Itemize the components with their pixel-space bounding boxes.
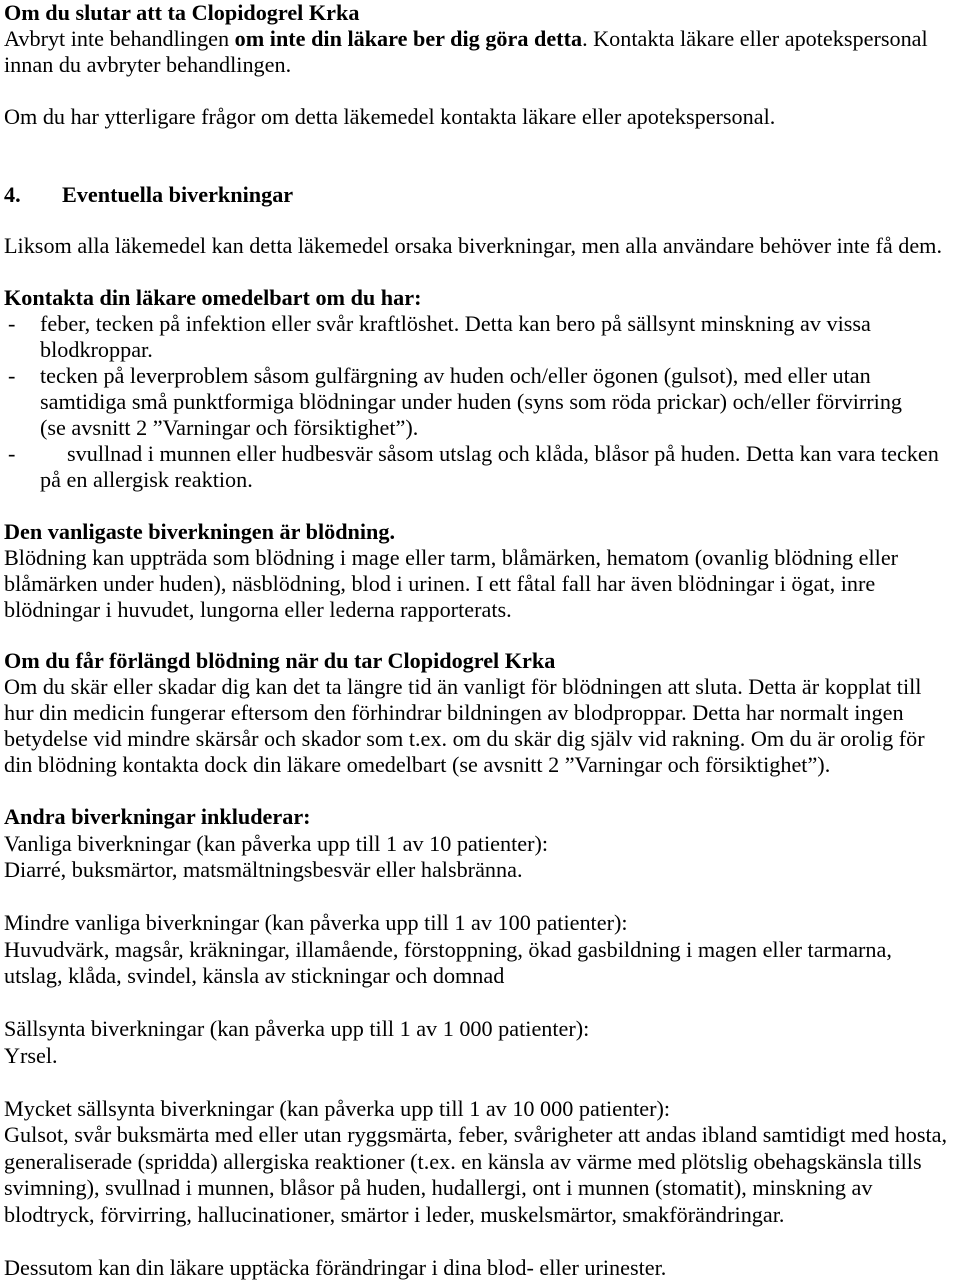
section-heading [4,182,960,208]
side-effect-list-line: generaliserade (spridda) allergiska reaktioner (t.ex. en känsla av värme med plötslig obehagskänsla tills [4,1148,922,1174]
side-effect-list-line: utslag, klåda, svindel, känsla av stickningar och domnad [4,963,505,989]
stop-treatment-heading: Om du slutar att ta Clopidogrel Krka [4,0,360,25]
list-bullet: - [8,363,16,389]
list-item-line: tecken på leverproblem såsom gulfärgning av huden och/eller ögonen (gulsot), med eller utan [40,363,871,389]
prolonged-bleeding-heading: Om du får förlängd blödning när du tar Clopidogrel Krka [4,648,556,674]
side-effect-list-line: svimning), svullnad i munnen, blåsor på huden, hudallergi, ont i munnen (stomatit), minskning av [4,1175,873,1201]
frequency-group-very-rare [4,1096,960,1229]
other-side-effects-section [4,804,960,1228]
stop-treatment-text-start: Avbryt inte behandlingen [4,25,235,51]
common-side-effect-heading: Den vanligaste biverkningen är blödning. [4,518,396,544]
paragraph-line: Blödning kan uppträda som blödning i mage eller tarm, blåmärken, hematom (ovanlig blödning eller [4,544,899,570]
paragraph-line: din blödning kontakta dock din läkare omedelbart (se avsnitt 2 ”Varningar och försiktighet”). [4,752,831,778]
further-questions-text: Om du har ytterligare frågor om detta läkemedel kontakta läkare eller apotekspersonal. [4,103,776,129]
side-effect-list-line: blodtryck, förvirring, hallucinationer, smärtor i leder, muskelsmärtor, smakförändringar. [4,1201,785,1227]
side-effect-list-line: Gulsot, svår buksmärta med eller utan ryggsmärta, feber, svårigheter att andas ibland samtidigt med hosta, [4,1122,948,1148]
stop-treatment-section [4,0,960,78]
frequency-group-common [4,831,960,884]
paragraph-line: hur din medicin fungerar eftersom den förhindrar bildningen av blodproppar. Detta har normalt ingen [4,700,904,726]
list-item [4,363,960,441]
contact-doctor-section [4,285,960,493]
frequency-group-rare [4,1016,960,1069]
frequency-group-uncommon [4,910,960,990]
list-item-line: blodkroppar. [40,337,153,363]
list-item [4,311,960,363]
prolonged-bleeding-section [4,648,960,778]
list-bullet: - [8,440,16,466]
frequency-label: Mycket sällsynta biverkningar (kan påverka upp till 1 av 10 000 patienter): [4,1095,671,1121]
paragraph-line: blödningar i huvudet, lungorna eller lederna rapporterats. [4,596,512,622]
paragraph-line: blåmärken under huden), näsblödning, blod i urinen. I ett fåtal fall har även blödningar i ögat, inre [4,570,876,596]
side-effect-list-line: Huvudvärk, magsår, kräkningar, illamående, förstoppning, ökad gasbildning i magen eller tarmarna, [4,936,892,962]
other-side-effects-heading: Andra biverkningar inkluderar: [4,804,311,830]
list-item [4,441,960,493]
side-effect-list-line: Yrsel. [4,1042,58,1068]
closing-text: Dessutom kan din läkare upptäcka förändringar i dina blod- eller urinester. [4,1254,667,1280]
side-effect-list-line: Diarré, buksmärtor, matsmältningsbesvär eller halsbränna. [4,857,523,883]
list-item-line: svullnad i munnen eller hudbesvär såsom utslag och klåda, blåsor på huden. Detta kan vara tecken [67,440,939,466]
paragraph-line: betydelse vid mindre skärsår och skador som t.ex. om du skär dig själv vid rakning. Om du är orolig för [4,726,925,752]
section-intro-text: Liksom alla läkemedel kan detta läkemedel orsaka biverkningar, men alla användare behöver inte få dem. [4,233,942,259]
stop-treatment-text-emphasis: om inte din läkare ber dig göra detta [234,25,583,51]
stop-treatment-text-line [4,26,960,52]
list-item-line: på en allergisk reaktion. [40,466,253,492]
list-bullet: - [8,311,16,337]
list-item-line: (se avsnitt 2 ”Varningar och försiktighet”). [40,415,419,441]
leaflet-upper-part [4,0,960,804]
leaflet-lower-part [4,804,960,1281]
list-item-line: feber, tecken på infektion eller svår kraftlöshet. Detta kan bero på sällsynt minskning av vissa [40,311,871,337]
frequency-label: Sällsynta biverkningar (kan påverka upp till 1 av 1 000 patienter): [4,1016,590,1042]
contact-doctor-heading: Kontakta din läkare omedelbart om du har: [4,285,422,311]
section-number: 4. [4,181,21,207]
section-title: Eventuella biverkningar [62,181,294,207]
paragraph-line: Om du skär eller skadar dig kan det ta längre tid än vanligt för blödningen att sluta. Detta är kopplat till [4,674,922,700]
list-item-line: samtidiga små punktformiga blödningar under huden (syns som röda prickar) och/eller förvirring [40,389,903,415]
common-side-effect-section [4,519,960,623]
stop-treatment-text-end: . Kontakta läkare eller apotekspersonal [582,25,928,51]
frequency-label: Vanliga biverkningar (kan påverka upp till 1 av 10 patienter): [4,830,549,856]
frequency-label: Mindre vanliga biverkningar (kan påverka upp till 1 av 100 patienter): [4,910,628,936]
stop-treatment-text-line: innan du avbryter behandlingen. [4,51,292,77]
